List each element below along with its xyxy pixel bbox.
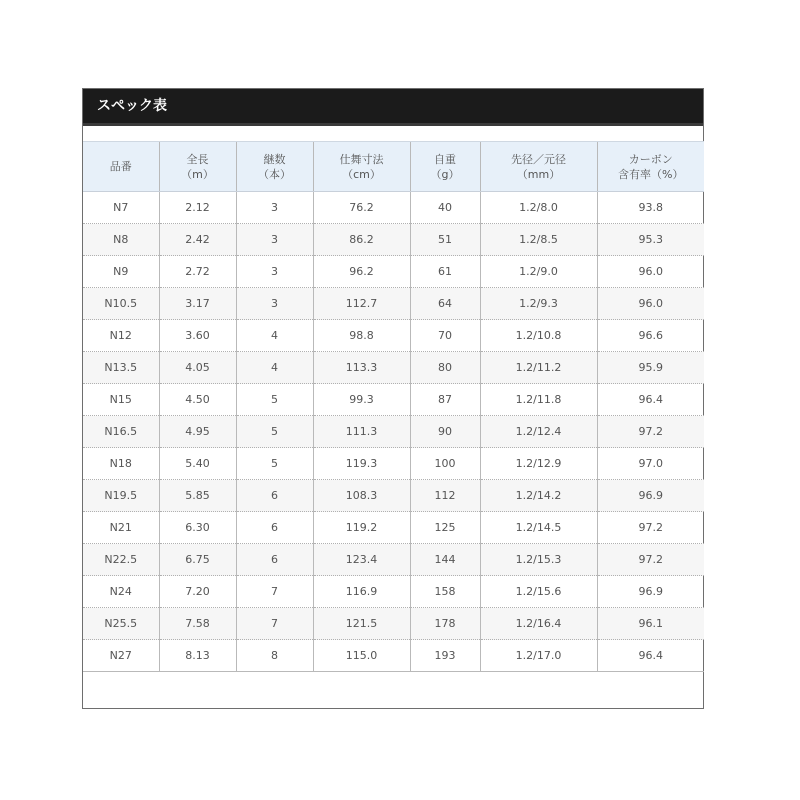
cell-diameter: 1.2/10.8 <box>480 320 597 352</box>
cell-product-code: N21 <box>83 512 159 544</box>
table-body <box>83 192 704 672</box>
cell-product-code: N18 <box>83 448 159 480</box>
cell-carbon: 96.4 <box>597 384 704 416</box>
cell-weight: 178 <box>410 608 480 640</box>
cell-closed-length: 113.3 <box>313 352 410 384</box>
col-header-closed-length <box>313 142 410 192</box>
table-row <box>83 384 704 416</box>
spec-panel <box>82 88 704 709</box>
table-row <box>83 512 704 544</box>
cell-closed-length: 119.3 <box>313 448 410 480</box>
cell-weight: 158 <box>410 576 480 608</box>
cell-diameter: 1.2/9.0 <box>480 256 597 288</box>
cell-weight: 125 <box>410 512 480 544</box>
table-row <box>83 640 704 672</box>
table-row <box>83 224 704 256</box>
cell-product-code: N9 <box>83 256 159 288</box>
col-header-label: 全長 <box>186 152 209 166</box>
cell-carbon: 93.8 <box>597 192 704 224</box>
cell-weight: 80 <box>410 352 480 384</box>
cell-carbon: 97.0 <box>597 448 704 480</box>
cell-diameter: 1.2/15.3 <box>480 544 597 576</box>
col-header-label: 自重 <box>434 152 456 166</box>
cell-carbon: 96.6 <box>597 320 704 352</box>
cell-weight: 100 <box>410 448 480 480</box>
cell-sections: 7 <box>236 608 313 640</box>
cell-sections: 3 <box>236 192 313 224</box>
cell-sections: 3 <box>236 256 313 288</box>
col-header-unit: （cm） <box>342 167 381 181</box>
cell-carbon: 95.3 <box>597 224 704 256</box>
cell-diameter: 1.2/11.2 <box>480 352 597 384</box>
table-row <box>83 288 704 320</box>
col-header-product-code <box>83 142 159 192</box>
cell-sections: 4 <box>236 320 313 352</box>
cell-sections: 6 <box>236 544 313 576</box>
cell-closed-length: 123.4 <box>313 544 410 576</box>
table-row <box>83 448 704 480</box>
cell-total-length: 5.85 <box>159 480 236 512</box>
cell-sections: 3 <box>236 224 313 256</box>
cell-sections: 6 <box>236 480 313 512</box>
cell-diameter: 1.2/12.9 <box>480 448 597 480</box>
cell-carbon: 97.2 <box>597 544 704 576</box>
col-header-unit: 含有率（%） <box>618 167 684 181</box>
cell-closed-length: 99.3 <box>313 384 410 416</box>
cell-weight: 70 <box>410 320 480 352</box>
col-header-label: 先径／元径 <box>511 152 566 166</box>
cell-product-code: N8 <box>83 224 159 256</box>
cell-total-length: 4.95 <box>159 416 236 448</box>
cell-closed-length: 76.2 <box>313 192 410 224</box>
cell-total-length: 7.58 <box>159 608 236 640</box>
spec-table <box>83 141 704 672</box>
table-row <box>83 576 704 608</box>
cell-diameter: 1.2/8.5 <box>480 224 597 256</box>
cell-weight: 64 <box>410 288 480 320</box>
cell-diameter: 1.2/12.4 <box>480 416 597 448</box>
cell-weight: 87 <box>410 384 480 416</box>
cell-product-code: N16.5 <box>83 416 159 448</box>
col-header-diameter <box>480 142 597 192</box>
cell-carbon: 96.4 <box>597 640 704 672</box>
cell-total-length: 3.60 <box>159 320 236 352</box>
cell-diameter: 1.2/15.6 <box>480 576 597 608</box>
cell-total-length: 2.12 <box>159 192 236 224</box>
cell-sections: 3 <box>236 288 313 320</box>
col-header-label: 品番 <box>109 160 132 173</box>
col-header-total-length <box>159 142 236 192</box>
cell-total-length: 6.75 <box>159 544 236 576</box>
cell-diameter: 1.2/9.3 <box>480 288 597 320</box>
col-header-unit: （m） <box>181 167 214 181</box>
table-header-row <box>83 142 704 192</box>
cell-weight: 51 <box>410 224 480 256</box>
cell-product-code: N19.5 <box>83 480 159 512</box>
cell-product-code: N13.5 <box>83 352 159 384</box>
cell-total-length: 7.20 <box>159 576 236 608</box>
table-row <box>83 192 704 224</box>
col-header-unit: （mm） <box>516 167 561 181</box>
table-row <box>83 608 704 640</box>
cell-total-length: 2.72 <box>159 256 236 288</box>
cell-weight: 61 <box>410 256 480 288</box>
cell-closed-length: 116.9 <box>313 576 410 608</box>
cell-sections: 5 <box>236 384 313 416</box>
cell-sections: 7 <box>236 576 313 608</box>
cell-closed-length: 86.2 <box>313 224 410 256</box>
cell-carbon: 96.0 <box>597 288 704 320</box>
cell-closed-length: 112.7 <box>313 288 410 320</box>
spec-title: スペック表 <box>83 89 703 126</box>
cell-product-code: N7 <box>83 192 159 224</box>
cell-total-length: 5.40 <box>159 448 236 480</box>
cell-carbon: 95.9 <box>597 352 704 384</box>
col-header-sections <box>236 142 313 192</box>
col-header-label: 継数 <box>263 152 286 166</box>
cell-diameter: 1.2/11.8 <box>480 384 597 416</box>
cell-carbon: 96.9 <box>597 480 704 512</box>
cell-closed-length: 121.5 <box>313 608 410 640</box>
cell-total-length: 4.50 <box>159 384 236 416</box>
cell-weight: 144 <box>410 544 480 576</box>
cell-carbon: 96.9 <box>597 576 704 608</box>
cell-diameter: 1.2/8.0 <box>480 192 597 224</box>
cell-product-code: N15 <box>83 384 159 416</box>
table-row <box>83 256 704 288</box>
cell-product-code: N22.5 <box>83 544 159 576</box>
cell-product-code: N27 <box>83 640 159 672</box>
table-row <box>83 544 704 576</box>
cell-product-code: N24 <box>83 576 159 608</box>
col-header-carbon <box>597 142 704 192</box>
cell-closed-length: 98.8 <box>313 320 410 352</box>
cell-total-length: 4.05 <box>159 352 236 384</box>
table-row <box>83 480 704 512</box>
col-header-label: カーボン <box>628 152 673 166</box>
cell-closed-length: 108.3 <box>313 480 410 512</box>
cell-total-length: 6.30 <box>159 512 236 544</box>
cell-sections: 5 <box>236 448 313 480</box>
cell-carbon: 97.2 <box>597 512 704 544</box>
cell-product-code: N10.5 <box>83 288 159 320</box>
cell-total-length: 2.42 <box>159 224 236 256</box>
cell-weight: 90 <box>410 416 480 448</box>
col-header-label: 仕舞寸法 <box>339 152 384 166</box>
cell-sections: 4 <box>236 352 313 384</box>
cell-total-length: 8.13 <box>159 640 236 672</box>
col-header-weight <box>410 142 480 192</box>
cell-closed-length: 115.0 <box>313 640 410 672</box>
cell-closed-length: 96.2 <box>313 256 410 288</box>
table-row <box>83 352 704 384</box>
cell-product-code: N25.5 <box>83 608 159 640</box>
cell-closed-length: 119.2 <box>313 512 410 544</box>
cell-carbon: 97.2 <box>597 416 704 448</box>
cell-carbon: 96.0 <box>597 256 704 288</box>
cell-carbon: 96.1 <box>597 608 704 640</box>
cell-weight: 40 <box>410 192 480 224</box>
cell-diameter: 1.2/17.0 <box>480 640 597 672</box>
col-header-unit: （本） <box>258 167 291 181</box>
cell-sections: 6 <box>236 512 313 544</box>
cell-weight: 193 <box>410 640 480 672</box>
cell-diameter: 1.2/14.5 <box>480 512 597 544</box>
cell-diameter: 1.2/14.2 <box>480 480 597 512</box>
cell-total-length: 3.17 <box>159 288 236 320</box>
cell-diameter: 1.2/16.4 <box>480 608 597 640</box>
table-row <box>83 320 704 352</box>
cell-sections: 5 <box>236 416 313 448</box>
table-row <box>83 416 704 448</box>
cell-sections: 8 <box>236 640 313 672</box>
cell-product-code: N12 <box>83 320 159 352</box>
cell-closed-length: 111.3 <box>313 416 410 448</box>
cell-weight: 112 <box>410 480 480 512</box>
col-header-unit: （g） <box>430 167 460 181</box>
